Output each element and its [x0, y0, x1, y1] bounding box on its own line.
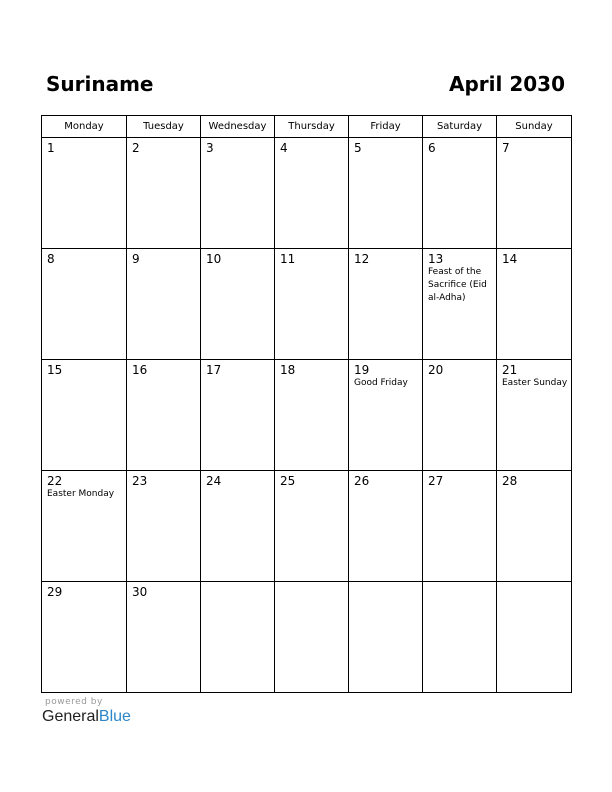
empty-day-cell	[497, 582, 572, 693]
calendar-grid	[41, 115, 572, 693]
powered-by-text: powered by	[45, 697, 103, 707]
day-number: 18	[280, 363, 296, 377]
day-number: 21	[502, 363, 518, 377]
holiday-label: Easter Sunday	[502, 378, 568, 388]
holiday-label: Feast of the Sacrifice (Eid al-Adha)	[428, 267, 487, 303]
day-cell	[127, 138, 201, 249]
weekday-header: Monday	[42, 116, 127, 138]
weekday-header: Saturday	[423, 116, 497, 138]
weekday-header-row	[42, 116, 572, 138]
day-cell	[349, 138, 423, 249]
day-number: 5	[354, 141, 362, 155]
day-number	[497, 582, 571, 585]
weekday-header: Thursday	[275, 116, 349, 138]
day-number: 20	[428, 363, 444, 377]
day-cell	[127, 582, 201, 693]
day-cell	[42, 471, 127, 582]
day-cell	[201, 471, 275, 582]
day-number: 29	[47, 585, 63, 599]
day-number: 14	[502, 252, 518, 266]
day-number: 30	[132, 585, 148, 599]
day-number: 8	[47, 252, 55, 266]
day-cell	[201, 360, 275, 471]
day-cell	[497, 249, 572, 360]
day-number: 28	[502, 474, 518, 488]
day-number: 25	[280, 474, 296, 488]
day-cell	[275, 471, 349, 582]
day-cell	[349, 249, 423, 360]
day-cell	[497, 138, 572, 249]
day-number: 12	[354, 252, 370, 266]
empty-day-cell	[201, 582, 275, 693]
day-cell	[127, 360, 201, 471]
day-number	[201, 582, 274, 585]
day-cell	[423, 138, 497, 249]
empty-day-cell	[349, 582, 423, 693]
day-number: 1	[47, 141, 55, 155]
brand-blue-text: Blue	[98, 708, 131, 725]
day-cell	[423, 471, 497, 582]
day-number: 4	[280, 141, 288, 155]
week-row	[42, 138, 572, 249]
day-cell	[275, 360, 349, 471]
week-row	[42, 471, 572, 582]
day-number: 26	[354, 474, 370, 488]
day-number: 7	[502, 141, 510, 155]
day-number: 9	[132, 252, 140, 266]
month-year-title: April 2030	[449, 72, 565, 96]
day-cell	[275, 249, 349, 360]
weekday-header: Tuesday	[127, 116, 201, 138]
brand-general-text: General	[42, 708, 99, 725]
day-number: 16	[132, 363, 148, 377]
holiday-label: Good Friday	[354, 378, 408, 388]
day-number: 27	[428, 474, 444, 488]
day-number: 24	[206, 474, 222, 488]
day-number: 22	[47, 474, 63, 488]
weekday-header: Sunday	[497, 116, 572, 138]
day-number: 23	[132, 474, 148, 488]
day-cell	[42, 249, 127, 360]
week-row	[42, 582, 572, 693]
day-cell	[275, 138, 349, 249]
day-cell	[42, 582, 127, 693]
week-row	[42, 360, 572, 471]
day-cell	[127, 471, 201, 582]
day-cell	[201, 249, 275, 360]
day-number	[349, 582, 422, 585]
day-number: 3	[206, 141, 214, 155]
day-cell	[423, 360, 497, 471]
day-number	[423, 582, 496, 585]
day-number: 6	[428, 141, 436, 155]
weekday-header: Friday	[349, 116, 423, 138]
day-number: 2	[132, 141, 140, 155]
day-cell	[349, 360, 423, 471]
day-number: 10	[206, 252, 222, 266]
day-cell	[201, 138, 275, 249]
generalblue-logo[interactable]	[42, 708, 131, 726]
day-number: 13	[428, 252, 444, 266]
day-number: 17	[206, 363, 222, 377]
day-cell	[349, 471, 423, 582]
week-row	[42, 249, 572, 360]
empty-day-cell	[275, 582, 349, 693]
holiday-label: Easter Monday	[47, 489, 115, 499]
empty-day-cell	[423, 582, 497, 693]
day-cell	[497, 360, 572, 471]
day-cell	[497, 471, 572, 582]
day-cell	[127, 249, 201, 360]
day-cell	[42, 360, 127, 471]
country-title: Suriname	[46, 72, 154, 96]
day-cell	[423, 249, 497, 360]
day-number: 15	[47, 363, 63, 377]
day-number: 11	[280, 252, 296, 266]
day-cell	[42, 138, 127, 249]
weekday-header: Wednesday	[201, 116, 275, 138]
day-number	[275, 582, 348, 585]
day-number: 19	[354, 363, 370, 377]
